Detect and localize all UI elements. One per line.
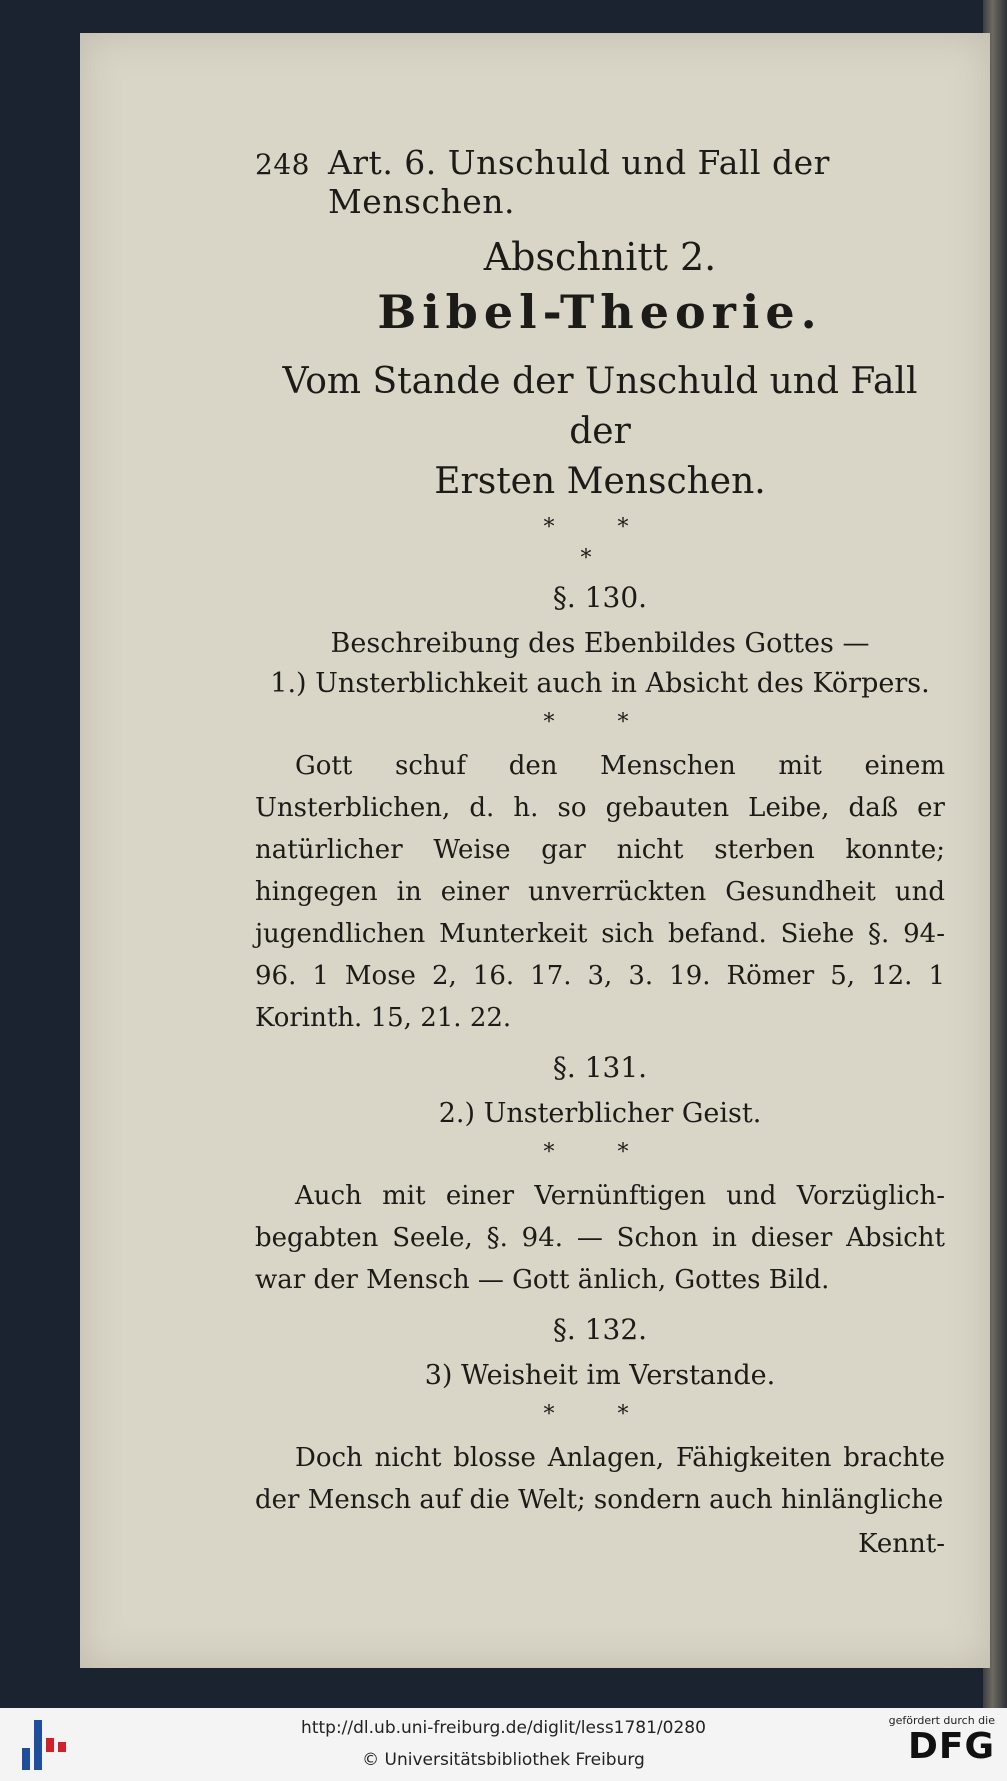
section-number: §. 132. <box>552 1313 648 1346</box>
dfg-logo <box>875 1714 995 1776</box>
running-head: Art. 6. Unschuld und Fall der Menschen. <box>327 143 830 221</box>
section-paragraph: Gott schuf den Menschen mit einem Unsterblichen, d. h. so gebauten Leibe, daß er natürlicher Weise gar nicht sterben konnte; hingegen in einer unverrückten Gesundheit und jugendlichen Munterkeit sich befand. Siehe §. 94-96. 1 Mose 2, 16. 17. 3, 3. 19. Römer 5, 12. 1 Korinth. 15, 21. 22. <box>255 751 945 1033</box>
book-page <box>80 33 990 1668</box>
section-heading: Beschreibung des Ebenbildes Gottes — <box>330 628 870 659</box>
viewer-footer <box>0 1708 1007 1781</box>
section-132 <box>255 1313 945 1521</box>
section-paragraph: Auch mit einer Vernünftigen und Vorzüglich-begabten Seele, §. 94. — Schon in dieser Absicht war der Mensch — Gott änlich, Gottes Bild. <box>255 1181 945 1295</box>
section-asterism: * * <box>543 710 657 735</box>
running-header <box>255 143 945 221</box>
section-heading: 2.) Unsterblicher Geist. <box>438 1098 762 1129</box>
section-heading: 3) Weisheit im Verstande. <box>424 1360 776 1391</box>
page-number: 248 <box>255 148 310 181</box>
copyright-notice: © Universitätsbibliothek Freiburg <box>362 1750 645 1770</box>
section-number: §. 131. <box>552 1051 648 1084</box>
subtitle-line-1: Vom Stande der Unschuld und Fall der <box>282 361 918 452</box>
section-asterism: * * <box>543 1402 657 1427</box>
asterism-bottom: * <box>580 546 620 571</box>
section-131 <box>255 1051 945 1301</box>
section-number: §. 130. <box>552 581 648 614</box>
subtitle-line-2: Ersten Menschen. <box>434 461 766 502</box>
section-heading-2: 1.) Unsterblichkeit auch in Absicht des Körpers. <box>270 668 930 699</box>
dfg-funding-text: gefördert durch die <box>888 1714 995 1727</box>
abschnitt-title: Abschnitt 2. <box>483 235 717 279</box>
dfg-wordmark: DFG <box>907 1726 995 1767</box>
asterism-top: * * <box>543 515 657 540</box>
page-content <box>255 143 945 1559</box>
chapter-subtitle <box>255 357 945 507</box>
section-paragraph: Doch nicht blosse Anlagen, Fähigkeiten brachte der Mensch auf die Welt; sondern auch hinlängliche <box>255 1443 945 1515</box>
permalink-url[interactable]: http://dl.ub.uni-freiburg.de/diglit/less1781/0280 <box>301 1718 706 1738</box>
catchword: Kennt- <box>858 1529 945 1559</box>
section-130 <box>255 581 945 1039</box>
theorie-title: Bibel-Theorie. <box>377 285 823 339</box>
section-asterism: * * <box>543 1140 657 1165</box>
